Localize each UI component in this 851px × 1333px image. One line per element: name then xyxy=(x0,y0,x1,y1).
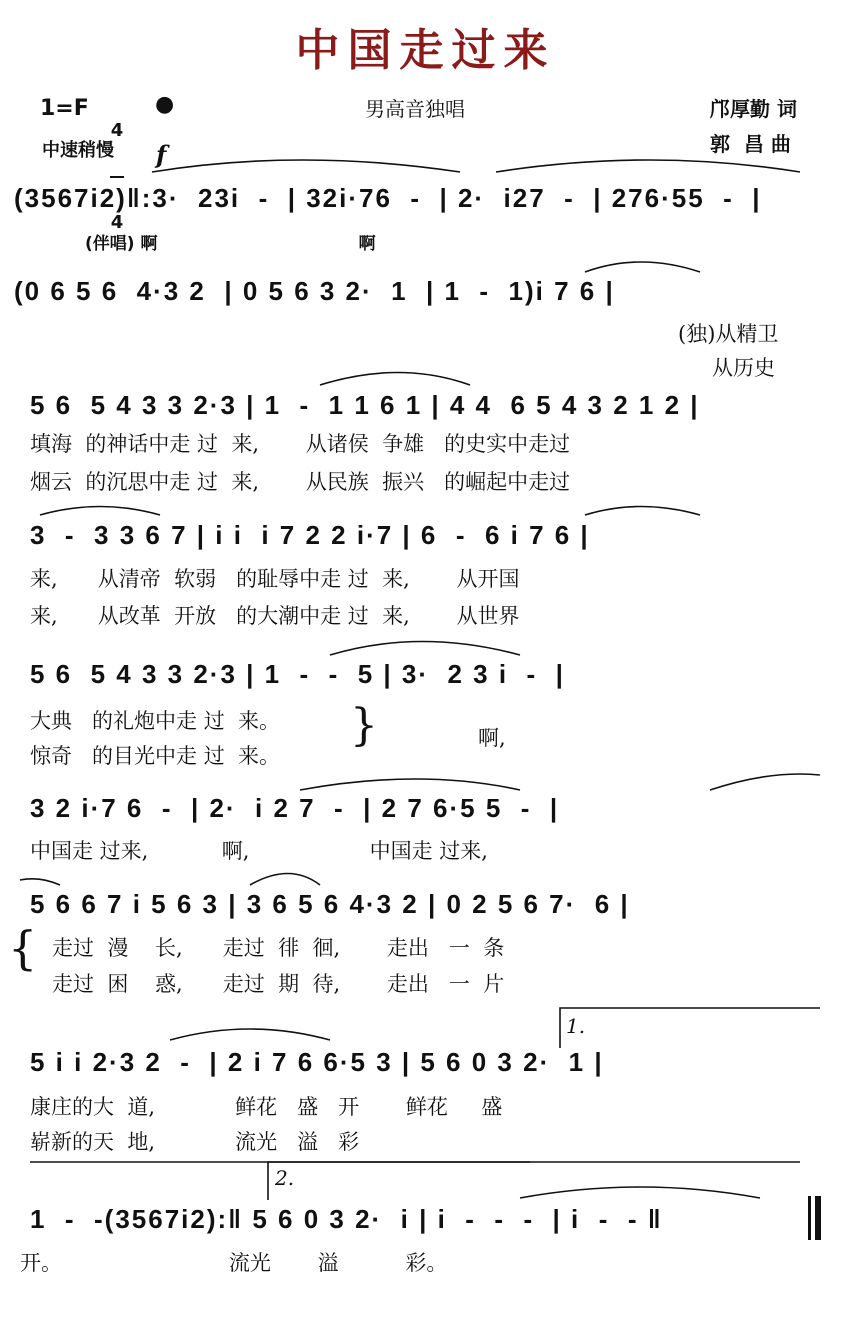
volta-2-bracket xyxy=(268,1162,530,1200)
volta-1-bracket xyxy=(560,1008,820,1048)
lyrics-row-5-line-1: 大典 的礼炮中走 过 来。 xyxy=(30,709,281,733)
notation-row-8: 5 i i 2·3 2 - | 2 i 7 6 6·5 3 | 5 6 0 3 2· 1 | xyxy=(30,1047,604,1077)
slur-row-5 xyxy=(330,642,520,656)
breath-mark-icon: ● xyxy=(155,92,175,117)
lyrics-row-1: (伴唱) 啊 啊 xyxy=(85,234,376,254)
slur-row-9 xyxy=(520,1187,760,1198)
volta-2-label: 2. xyxy=(275,1166,295,1190)
slur-row-1a xyxy=(152,160,460,172)
lyrics-row-2-line-1: (独)从精卫 xyxy=(678,322,779,346)
lyricist-credit: 邝厚勤 词 xyxy=(710,97,797,121)
lyrics-row-3-line-1: 填海 的神话中走 过 来, 从诸侯 争雄 的史实中走过 xyxy=(30,432,571,456)
performance-type: 男高音独唱 xyxy=(365,97,465,121)
final-barline-thin xyxy=(808,1196,811,1240)
lyrics-row-7-line-2: 走过 困 惑, 走过 期 待, 走出 一 片 xyxy=(52,972,505,996)
lyrics-row-9: 开。 流光 溢 彩。 xyxy=(20,1251,448,1275)
slur-row-7b xyxy=(250,874,320,886)
slur-row-3 xyxy=(320,373,470,386)
composer-credit: 郭 昌 曲 xyxy=(710,132,791,156)
key-signature: 1=F xyxy=(40,96,89,121)
song-title: 中国走过来 xyxy=(295,25,556,76)
brace-icon: } xyxy=(350,700,378,751)
slur-row-4a xyxy=(40,507,160,516)
slur-row-6 xyxy=(300,779,520,790)
lyrics-row-5-line-2: 惊奇 的目光中走 过 来。 xyxy=(30,744,281,768)
lyrics-row-3-line-2: 烟云 的沉思中走 过 来, 从民族 振兴 的崛起中走过 xyxy=(30,470,571,494)
left-brace-icon: { xyxy=(8,921,38,975)
lyrics-row-8-line-1: 康庄的大 道, 鲜花 盛 开 鲜花 盛 xyxy=(30,1095,503,1119)
slur-row-6b xyxy=(710,774,820,790)
lyrics-row-8-line-2: 崭新的天 地, 流光 溢 彩 xyxy=(30,1130,360,1154)
lyrics-row-6: 中国走 过来, 啊, 中国走 过来, xyxy=(30,839,488,863)
lyrics-row-7-line-1: 走过 漫 长, 走过 徘 徊, 走出 一 条 xyxy=(52,936,505,960)
slur-row-8 xyxy=(170,1029,330,1040)
notation-row-1: (3567i2)‖:3· 23i - | 32i·76 - | 2· i27 - | 276·55 - | xyxy=(14,183,762,213)
slur-row-1b xyxy=(496,160,800,172)
lyrics-row-2-line-2: 从历史 xyxy=(712,356,775,380)
lyrics-row-4-line-2: 来, 从改革 开放 的大潮中走 过 来, 从世界 xyxy=(30,604,520,628)
notation-row-3: 5 6 5 4 3 3 2·3 | 1 - 1 1 6 1 | 4 4 6 5 4 3 2 1 2 | xyxy=(30,390,700,420)
time-signature-denominator: 4 xyxy=(110,212,124,233)
time-signature-numerator: 4 xyxy=(110,120,124,141)
slur-row-7a xyxy=(20,879,60,885)
notation-row-6: 3 2 i·7 6 - | 2· i 2 7 - | 2 7 6·5 5 - | xyxy=(30,793,560,823)
notation-row-4: 3 - 3 3 6 7 | i i i 7 2 2 i·7 | 6 - 6 i 7 6 | xyxy=(30,520,590,550)
notation-row-2: (0 6 5 6 4·3 2 | 0 5 6 3 2· 1 | 1 - 1)i 7 6 | xyxy=(14,276,615,306)
notation-row-7: 5 6 6 7 i 5 6 3 | 3 6 5 6 4·3 2 | 0 2 5 6 7· 6 | xyxy=(30,889,630,919)
final-barline-thick xyxy=(815,1196,821,1240)
tempo-marking: 中速稍慢 xyxy=(42,140,114,161)
slur-row-4b xyxy=(585,507,700,516)
notation-row-9: 1 - -(3567i2):‖ 5 6 0 3 2· i | i - - - | i - - ‖ xyxy=(30,1204,663,1234)
slur-row-2 xyxy=(585,262,700,272)
lyrics-row-4-line-1: 来, 从清帝 软弱 的耻辱中走 过 来, 从开国 xyxy=(30,567,520,591)
notation-row-5: 5 6 5 4 3 3 2·3 | 1 - - 5 | 3· 2 3 i - | xyxy=(30,659,565,689)
dynamic-marking: f xyxy=(156,140,167,169)
lyrics-row-5-extra: 啊, xyxy=(478,726,506,750)
volta-1-label: 1. xyxy=(566,1014,586,1038)
